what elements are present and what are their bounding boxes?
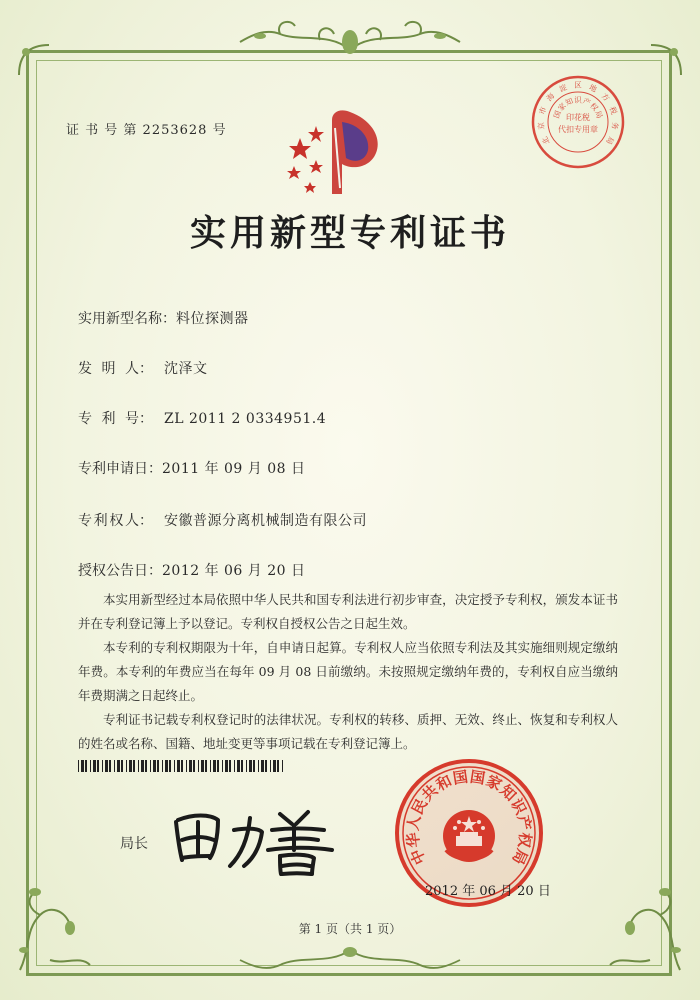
page-number: 第 1 页（共 1 页）: [298, 922, 402, 936]
corner-ornament-top-left: [14, 40, 54, 80]
field-value: ZL 2011 2 0334951.4: [164, 411, 327, 427]
seal-ring-char: 家: [556, 101, 568, 113]
barcode-bar: [193, 760, 195, 772]
barcode-bar: [133, 760, 135, 772]
field-label: 专 利 号：: [78, 411, 153, 427]
seal-date: 2012 年 06 月 20 日: [425, 884, 551, 899]
barcode-bar: [282, 760, 283, 772]
seal-ring-char: 国: [451, 767, 470, 788]
barcode-bar: [126, 760, 127, 772]
seal-ring-char: 国: [468, 767, 487, 788]
field-label: 专 利 权 人：: [78, 513, 153, 529]
certificate-number-label: 证 书 号 第: [66, 123, 138, 138]
seal-ring-char: 产: [513, 813, 535, 832]
seal-ring-char: 共: [418, 781, 442, 805]
seal-ring-char: 产: [581, 96, 592, 108]
barcode-bar: [249, 760, 252, 772]
certificate-number-suffix: 号: [212, 123, 227, 138]
certificate-number: [66, 119, 227, 138]
seal-ring-char: 识: [506, 795, 530, 818]
barcode-bar: [198, 760, 199, 772]
barcode-bar: [121, 760, 123, 772]
barcode-bar: [169, 760, 171, 772]
barcode-bar: [174, 760, 175, 772]
body-paragraph-1: 本实用新型经过本局依照中华人民共和国专利法进行初步审查，决定授予专利权，颁发本证书并在专利登记簿上予以登记。专利权自授权公告之日起生效。: [78, 592, 618, 631]
seal-ring-char: 权: [588, 101, 600, 113]
barcode-bar: [261, 760, 264, 772]
barcode-bar: [162, 760, 163, 772]
signature-title: 局长: [120, 836, 148, 852]
barcode-bar: [93, 760, 96, 772]
top-ornament: [220, 12, 480, 62]
barcode-bar: [181, 760, 183, 772]
barcode-bar: [138, 760, 139, 772]
field-label: 专利申请日：: [78, 461, 162, 477]
barcode-bar: [90, 760, 91, 772]
barcode-bar: [105, 760, 108, 772]
seal-ring-char: 识: [574, 95, 582, 105]
seal-ring-char: 家: [483, 771, 505, 795]
barcode-bar: [186, 760, 187, 772]
barcode-bar: [246, 760, 247, 772]
seal-ring-char: 民: [408, 795, 432, 818]
field-value: 安徽普源分离机械制造有限公司: [164, 513, 367, 529]
seal-ring-char: 知: [564, 96, 575, 108]
seal-ring-char: 国: [551, 109, 563, 120]
seal-ring-char: 市: [537, 105, 549, 116]
barcode-bar: [253, 760, 255, 772]
barcode-bar: [81, 760, 84, 772]
barcode-bar: [102, 760, 103, 772]
barcode-bar: [114, 760, 115, 772]
handwritten-signature: [168, 800, 338, 880]
seal-ring-char: 知: [496, 781, 520, 805]
corner-ornament-top-right: [646, 40, 686, 80]
certificate-title: 实用新型专利证书: [189, 212, 510, 254]
barcode-bar: [165, 760, 168, 772]
national-emblem-icon: [443, 810, 495, 862]
barcode-bar: [277, 760, 279, 772]
field-value: 料位探测器: [176, 311, 249, 327]
barcode-bar: [97, 760, 99, 772]
field-utility-model-name: [78, 308, 249, 328]
barcode-bar: [265, 760, 267, 772]
body-paragraph-3: 专利证书记载专利权登记时的法律状况。专利权的转移、质押、无效、终止、恢复和专利权人的姓名或名称、国籍、地址变更等事项记载在专利登记簿上。: [78, 712, 618, 751]
patent-office-logo-icon: [280, 98, 390, 198]
barcode-bar: [241, 760, 243, 772]
barcode-bar: [177, 760, 180, 772]
barcode-bar: [205, 760, 207, 772]
field-label: 实用新型名称：: [78, 311, 176, 327]
barcode-bar: [234, 760, 235, 772]
seal-ring-char: 人: [403, 813, 425, 832]
seal-ring-char: 税: [607, 105, 619, 116]
seal-ring-char: 局: [593, 109, 605, 120]
barcode-bar: [213, 760, 216, 772]
certificate-body: [78, 588, 618, 756]
barcode-bar: [270, 760, 271, 772]
seal-ring-char: 京: [536, 121, 547, 131]
seal-ring-char: 中: [406, 846, 430, 868]
seal-ring-char: 淀: [557, 82, 569, 94]
barcode-bar: [109, 760, 111, 772]
seal-ring-char: 区: [574, 80, 582, 90]
field-patent-number: [78, 408, 326, 428]
seal-ring-char: 方: [599, 91, 612, 103]
seal-ring-char: 海: [544, 91, 557, 103]
barcode-bar: [258, 760, 259, 772]
seal-ring-char: 局: [604, 135, 616, 146]
certificate-number-value: 2253628: [142, 123, 208, 138]
barcode-bar: [150, 760, 151, 772]
barcode-bar: [189, 760, 192, 772]
barcode-bar: [222, 760, 223, 772]
seal-ring-char: 地: [587, 82, 599, 94]
barcode-bar: [153, 760, 156, 772]
svg-text:代扣专用章: 代扣专用章: [558, 125, 598, 134]
svg-text:印花税: 印花税: [566, 113, 590, 122]
field-value: 沈泽文: [164, 361, 208, 377]
barcode-bar: [141, 760, 144, 772]
barcode-bar: [85, 760, 87, 772]
seal-ring-char: 北: [540, 135, 552, 146]
field-patentee: [78, 510, 367, 530]
barcode-bar: [117, 760, 120, 772]
barcode-bar: [273, 760, 276, 772]
body-paragraph-2: 本专利的专利权期限为十年，自申请日起算。专利权人应当依照专利法及其实施细则规定缴纳年费。本专利的年费应当在每年 09 月 08 日前缴纳。未按照规定缴纳年费的，专利权自应当缴纳年费期满之日起终止。: [78, 640, 618, 703]
seal-ring-char: 华: [403, 831, 424, 849]
field-inventor: [78, 358, 208, 378]
field-label: 授权公告日：: [78, 563, 162, 579]
barcode-bar: [217, 760, 219, 772]
barcode-bar: [145, 760, 147, 772]
barcode-bar: [201, 760, 204, 772]
seal-ring-char: 权: [514, 831, 535, 849]
barcode-bar: [229, 760, 231, 772]
seal-ring-char: 局: [508, 846, 532, 868]
barcode-bar: [129, 760, 132, 772]
field-value: 2012 年 06 月 20 日: [162, 563, 306, 579]
barcode-bar: [225, 760, 228, 772]
field-label: 发 明 人：: [78, 361, 153, 377]
stamp-duty-seal: [530, 74, 626, 170]
bottom-ornament: [230, 940, 470, 980]
seal-ring-char: 和: [433, 771, 455, 795]
field-filing-date: [78, 458, 306, 478]
barcode-bar: [157, 760, 159, 772]
field-value: 2011 年 09 月 08 日: [162, 461, 306, 477]
seal-ring-char: 务: [609, 121, 620, 131]
barcode-bar: [210, 760, 211, 772]
barcode-bar: [78, 760, 79, 772]
barcode-bar: [237, 760, 240, 772]
barcode: [78, 760, 286, 772]
field-grant-date: [78, 560, 306, 580]
